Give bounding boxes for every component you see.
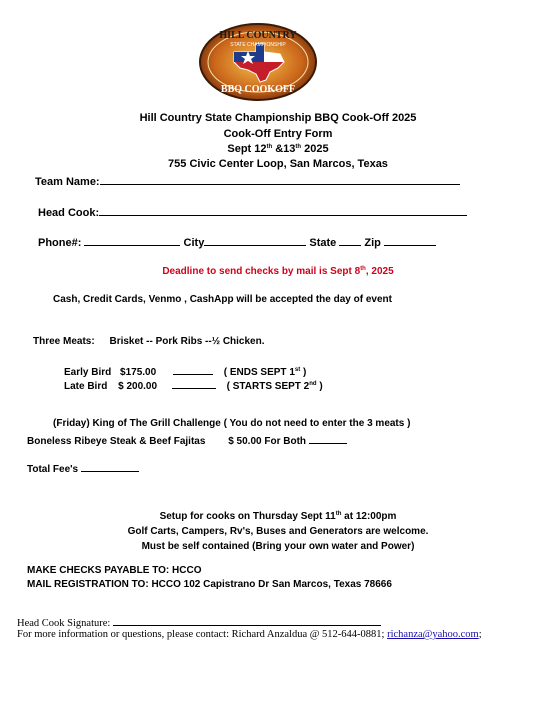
logo-bottom-text: BBQ COOKOFF [220, 84, 296, 95]
early-bird-note: ( ENDS SEPT 1st ) [223, 367, 307, 378]
signature-field[interactable] [113, 615, 381, 626]
head-cook-field[interactable] [99, 205, 467, 216]
zip-field[interactable] [384, 235, 436, 246]
late-bird-row [64, 378, 323, 392]
meats-row [33, 336, 265, 347]
friday-challenge-row [27, 433, 347, 447]
mail-registration: MAIL REGISTRATION TO: HCCO 102 Capistrano Dr San Marcos, Texas 78666 [27, 579, 392, 590]
logo-top-text: HILL COUNTRY [219, 30, 297, 41]
late-bird-price: $ 200.00 [118, 381, 158, 392]
late-bird-field[interactable] [172, 378, 216, 389]
zip-label: Zip [364, 237, 381, 249]
setup-info: Setup for cooks on Thursday Sept 11th at 12:00pm [159, 511, 397, 522]
payment-methods: Cash, Credit Cards, Venmo , CashApp will be accepted the day of event [53, 294, 392, 305]
contact-row [38, 235, 436, 249]
hill-country-bbq-logo [198, 22, 318, 102]
team-name-row [35, 174, 460, 188]
city-label: City [183, 237, 205, 249]
meats-label: Three Meats: [33, 336, 95, 347]
early-bird-price: $175.00 [120, 367, 157, 378]
state-field[interactable] [339, 235, 361, 246]
late-bird-note: ( STARTS SEPT 2nd ) [226, 381, 323, 392]
deadline-notice: Deadline to send checks by mail is Sept 8th, 2025 [162, 266, 394, 277]
event-address: 755 Civic Center Loop, San Marcos, Texas [168, 158, 388, 170]
head-cook-label: Head Cook: [38, 207, 100, 219]
team-name-field[interactable] [100, 174, 460, 185]
early-bird-field[interactable] [173, 364, 213, 375]
friday-challenge-field[interactable] [309, 433, 347, 444]
signature-row [17, 615, 381, 629]
state-label: State [309, 237, 337, 249]
setup-vehicles: Golf Carts, Campers, Rv's, Buses and Generators are welcome. [127, 526, 429, 537]
head-cook-row [38, 205, 467, 219]
contact-text: For more information or questions, please contact: Richard Anzaldua @ 512-644-0881; [17, 629, 388, 640]
early-bird-row [64, 364, 306, 378]
meats-value: Brisket -- Pork Ribs --½ Chicken. [109, 336, 265, 347]
friday-challenge-line: (Friday) King of The Grill Challenge ( You do not need to enter the 3 meats ) [53, 418, 411, 429]
event-title: Hill Country State Championship BBQ Cook-Off 2025 [139, 112, 417, 124]
logo-middle-text: STATE CHAMPIONSHIP [230, 42, 286, 48]
checks-payable: MAKE CHECKS PAYABLE TO: HCCO [27, 565, 202, 576]
friday-challenge-items: Boneless Ribeye Steak & Beef Fajitas [27, 436, 206, 447]
contact-row-info: For more information or questions, please contact: Richard Anzaldua @ 512-644-0881; richanza@yahoo.com; [17, 629, 482, 640]
setup-self-contained: Must be self contained (Bring your own water and Power) [141, 541, 415, 552]
total-fee-row [27, 461, 139, 475]
friday-challenge-price: $ 50.00 For Both [228, 436, 307, 447]
form-subtitle: Cook-Off Entry Form [223, 128, 333, 140]
early-bird-label: Early Bird [64, 367, 112, 378]
total-fee-field[interactable] [81, 461, 139, 472]
phone-field[interactable] [84, 235, 180, 246]
phone-label: Phone#: [38, 237, 82, 249]
event-dates: Sept 12th &13th 2025 [227, 143, 329, 155]
contact-email-link[interactable]: richanza@yahoo.com [387, 629, 479, 640]
total-fee-label: Total Fee's [27, 464, 79, 475]
late-bird-label: Late Bird [64, 381, 108, 392]
team-name-label: Team Name: [35, 176, 100, 188]
city-field[interactable] [204, 235, 306, 246]
signature-label: Head Cook Signature: [17, 618, 111, 629]
